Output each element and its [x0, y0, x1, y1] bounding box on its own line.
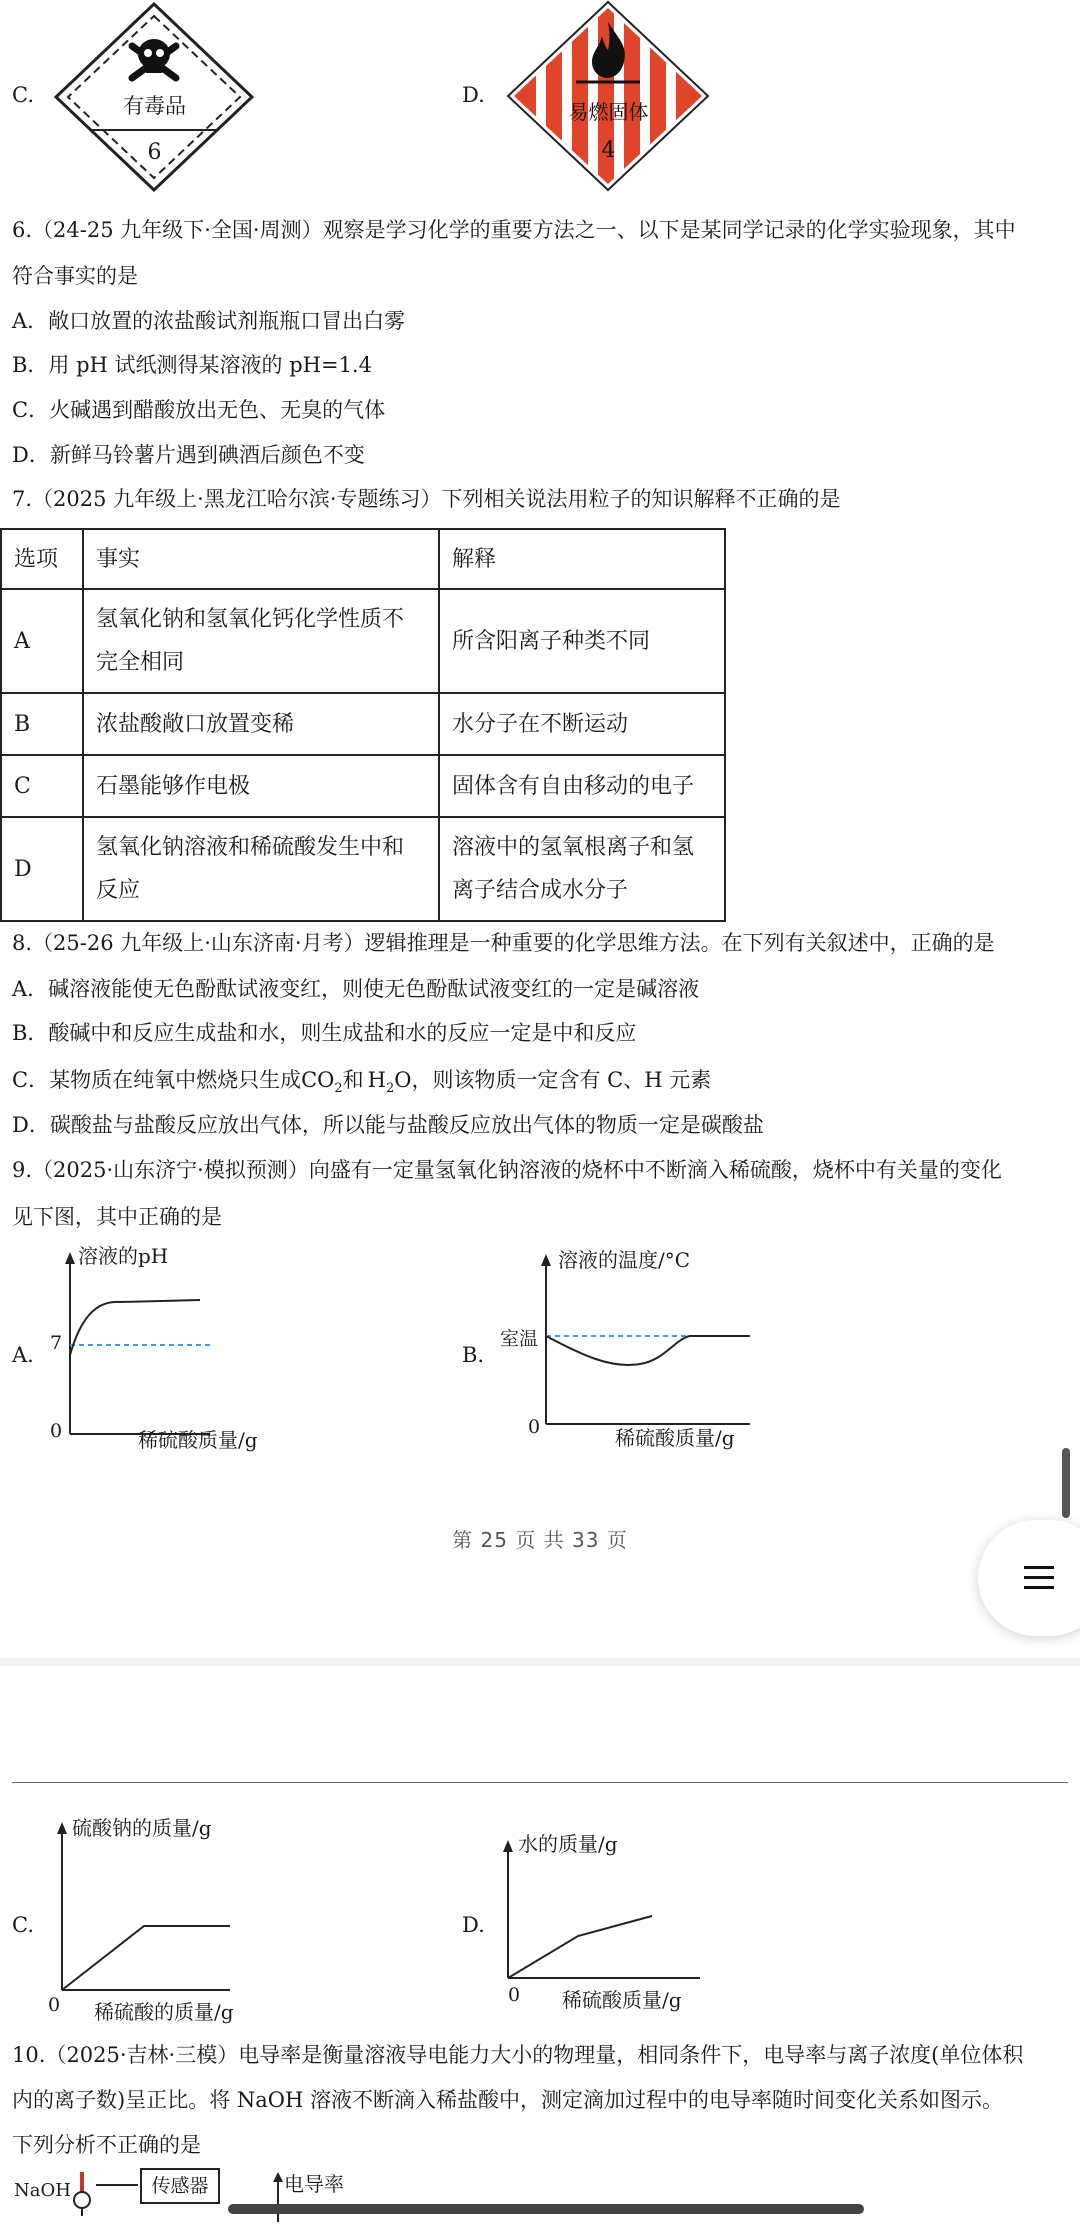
q7-table — [0, 528, 726, 922]
q6-option-a: A．敞口放置的浓盐酸试剂瓶瓶口冒出白雾 — [12, 309, 406, 333]
hamburger-menu-icon — [978, 1520, 1080, 1636]
table-cell-explanation: 固体含有自由移动的电子 — [439, 755, 725, 817]
graph-c-ylabel: 硫酸钠的质量/g — [72, 1816, 212, 1840]
naoh-label: NaOH — [14, 2180, 71, 2201]
q9-stem-line2: 见下图，其中正确的是 — [12, 1205, 222, 1229]
table-cell-fact: 浓盐酸敞口放置变稀 — [83, 693, 439, 755]
table-row — [1, 589, 725, 693]
graph-a-xlabel: 稀硫酸质量/g — [138, 1428, 258, 1452]
table-row — [1, 755, 725, 817]
option-d-label: D. — [462, 83, 485, 107]
graph-a — [40, 1240, 280, 1460]
q6-stem-line1: 6.（24-25 九年级下·全国·周测）观察是学习化学的重要方法之一、以下是某同学记录的化学实验现象，其中 — [12, 218, 1016, 242]
q8-option-d: D．碳酸盐与盐酸反应放出气体，所以能与盐酸反应放出气体的物质一定是碳酸盐 — [12, 1113, 764, 1137]
explanation-line: 溶液中的氢氧根离子和氢 — [452, 835, 695, 860]
table-row — [1, 817, 725, 921]
graph-d-origin: 0 — [508, 1984, 521, 2006]
dropper-icon — [70, 2172, 94, 2216]
graph-b-label: B. — [462, 1343, 485, 1367]
page-number-footer: 第 25 页 共 33 页 — [452, 1528, 628, 1552]
graph-a-ylabel: 溶液的pH — [78, 1244, 169, 1268]
toxic-hazard-sign — [52, 2, 257, 192]
q6-option-d: D．新鲜马铃薯片遇到碘酒后颜色不变 — [12, 443, 365, 467]
flammable-solid-sign — [506, 0, 711, 192]
q10-stem-line2: 内的离子数)呈正比。将 NaOH 溶液不断滴入稀盐酸中，测定滴加过程中的电导率随时间变化关系如图示。 — [12, 2088, 1003, 2112]
sensor-box: 传感器 — [140, 2168, 220, 2204]
vertical-scrollbar-thumb[interactable] — [1062, 1448, 1070, 1518]
graph-b — [500, 1244, 770, 1464]
table-cell-explanation — [439, 817, 725, 921]
q8-option-c — [12, 1065, 711, 1104]
fact-line: 完全相同 — [96, 650, 185, 675]
graph-d-ylabel: 水的质量/g — [518, 1832, 618, 1856]
conductivity-ylabel: 电导率 — [284, 2172, 344, 2196]
table-cell-option: B — [1, 693, 83, 755]
graph-d — [500, 1828, 760, 2038]
toxic-sign-number: 6 — [147, 140, 162, 165]
page-top-rule — [12, 1782, 1068, 1783]
table-header-row — [1, 529, 725, 589]
subscript-2: 2 — [385, 1081, 395, 1097]
graph-d-xlabel: 稀硫酸质量/g — [562, 1988, 682, 2012]
fact-line: 反应 — [96, 878, 141, 903]
q6-option-b: B．用 pH 试纸测得某溶液的 pH=1.4 — [12, 353, 372, 377]
table-header-cell: 解释 — [439, 529, 725, 589]
table-cell-option: C — [1, 755, 83, 817]
menu-button[interactable] — [978, 1520, 1080, 1636]
explanation-line: 离子结合成水分子 — [452, 878, 629, 903]
formula-h2o-h: H — [367, 1068, 386, 1092]
graph-c — [40, 1812, 300, 2032]
flammable-sign-text: 易燃固体 — [568, 100, 649, 124]
horizontal-scrollbar-thumb[interactable] — [228, 2204, 864, 2214]
graph-b-xlabel: 稀硫酸质量/g — [615, 1426, 735, 1450]
graph-c-xlabel: 稀硫酸的质量/g — [94, 2000, 234, 2024]
graph-b-origin: 0 — [528, 1416, 541, 1438]
q8-stem: 8.（25-26 九年级上·山东济南·月考）逻辑推理是一种重要的化学思维方法。在下列有关叙述中，正确的是 — [12, 931, 995, 955]
subscript-2: 2 — [334, 1081, 343, 1097]
q10-stem-line3: 下列分析不正确的是 — [12, 2133, 201, 2157]
sensor-wire — [96, 2184, 138, 2186]
table-cell-fact: 石墨能够作电极 — [83, 755, 439, 817]
q8-option-b: B．酸碱中和反应生成盐和水，则生成盐和水的反应一定是中和反应 — [12, 1021, 637, 1045]
graph-a-label: A. — [12, 1343, 34, 1367]
q9-stem-line1: 9.（2025·山东济宁·模拟预测）向盛有一定量氢氧化钠溶液的烧杯中不断滴入稀硫酸，烧杯中有关量的变化 — [12, 1158, 1002, 1182]
graph-a-origin: 0 — [50, 1420, 63, 1442]
graph-b-room-temp: 室温 — [500, 1328, 539, 1350]
q8-option-c-text: C．某物质在纯氧中燃烧只生成 — [12, 1068, 302, 1092]
q6-stem-line2: 符合事实的是 — [12, 264, 138, 288]
graph-d-label: D. — [462, 1913, 485, 1937]
graph-c-origin: 0 — [48, 1994, 61, 2016]
table-cell-fact — [83, 589, 439, 693]
page-separator — [0, 1658, 1080, 1666]
q7-stem: 7.（2025 九年级上·黑龙江哈尔滨·专题练习）下列相关说法用粒子的知识解释不正确的是 — [12, 487, 841, 511]
table-header-cell: 选项 — [1, 529, 83, 589]
table-header-cell: 事实 — [83, 529, 439, 589]
graph-b-ylabel: 溶液的温度/°C — [558, 1248, 691, 1272]
q8-option-c-tail: ，则该物质一定含有 C、H 元素 — [411, 1068, 712, 1092]
fact-line: 氢氧化钠和氢氧化钙化学性质不 — [96, 607, 405, 632]
fact-line: 氢氧化钠溶液和稀硫酸发生中和 — [96, 835, 405, 860]
table-cell-fact — [83, 817, 439, 921]
q8-option-c-and: 和 — [342, 1068, 364, 1092]
graph-c-label: C. — [12, 1913, 34, 1937]
table-cell-option: D — [1, 817, 83, 921]
table-cell-explanation: 所含阳离子种类不同 — [439, 589, 725, 693]
q8-option-a: A．碱溶液能使无色酚酞试液变红，则使无色酚酞试液变红的一定是碱溶液 — [12, 977, 700, 1001]
table-row — [1, 693, 725, 755]
q6-option-c: C．火碱遇到醋酸放出无色、无臭的气体 — [12, 398, 386, 422]
formula-co2: CO — [301, 1068, 335, 1092]
graph-a-tick-7: 7 — [50, 1332, 63, 1354]
q10-stem-line1: 10.（2025·吉林·三模）电导率是衡量溶液导电能力大小的物理量，相同条件下，电导率与离子浓度(单位体积 — [12, 2043, 1024, 2067]
toxic-sign-text: 有毒品 — [123, 94, 186, 118]
table-cell-option: A — [1, 589, 83, 693]
flammable-sign-number: 4 — [601, 138, 616, 163]
table-cell-explanation: 水分子在不断运动 — [439, 693, 725, 755]
option-c-label: C. — [12, 83, 34, 107]
formula-h2o-o: O — [394, 1068, 412, 1092]
